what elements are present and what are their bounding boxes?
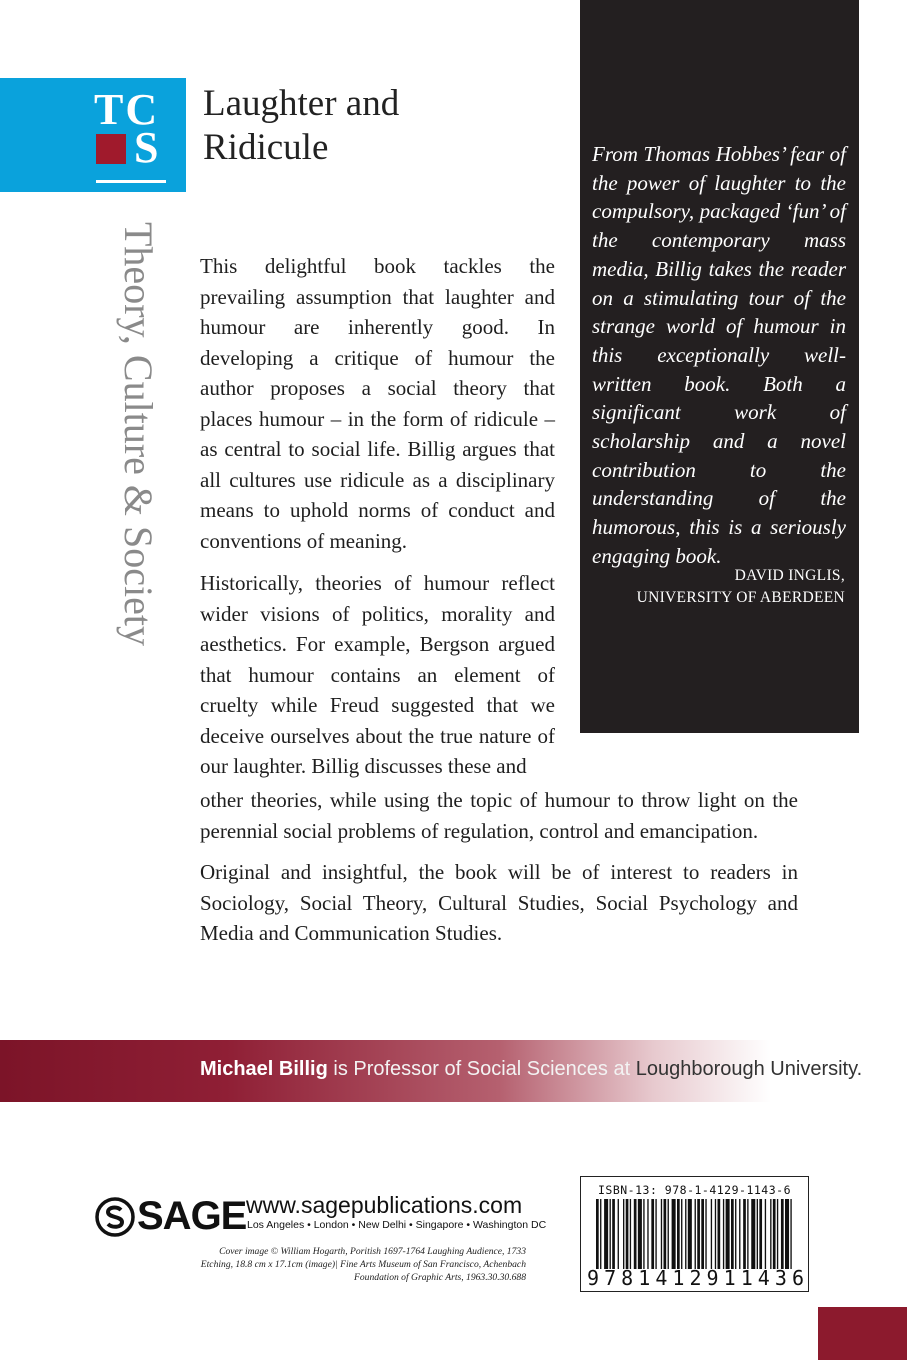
book-title-line1: Laughter and (203, 83, 400, 124)
barcode-bar (705, 1199, 706, 1269)
author-name: Michael Billig (200, 1058, 328, 1080)
sage-logo (95, 1194, 246, 1239)
barcode-bar (773, 1199, 776, 1269)
barcode-bar (735, 1199, 736, 1269)
barcode-bar (600, 1199, 601, 1269)
barcode-bar (661, 1199, 662, 1269)
barcode-bar (701, 1199, 704, 1269)
barcode-bar (777, 1199, 778, 1269)
barcode-bar (723, 1199, 724, 1269)
endorser-affiliation: UNIVERSITY OF ABERDEEN (636, 589, 845, 606)
isbn-digit: 4 (655, 1266, 668, 1290)
barcode-bar (612, 1199, 615, 1269)
barcode-bar (668, 1199, 669, 1269)
barcode-bar (785, 1199, 789, 1269)
barcode-bar (681, 1199, 682, 1269)
barcode-bar (739, 1199, 740, 1269)
isbn-digit: 1 (638, 1266, 651, 1290)
book-title (203, 82, 543, 170)
isbn-digit: 3 (774, 1266, 787, 1290)
logo-s-text: S (134, 123, 159, 172)
isbn-digit: 8 (621, 1266, 634, 1290)
tcs-logo (0, 78, 186, 192)
logo-red-square (96, 134, 126, 164)
publisher-cities: Los Angeles • London • New Delhi • Singapore • Washington DC (247, 1219, 547, 1231)
barcode-bar (618, 1199, 619, 1269)
barcode-bar (664, 1199, 667, 1269)
isbn-digit: 1 (672, 1266, 685, 1290)
description-paragraph-1: This delightful book tackles the prevailing assumption that laughter and humour are inherently good. In developing a critique of humour the author proposes a social theory that places humour – in the form of ridicule – as central to social life. Billig argues that all cultures use ridicule as a disciplinary means to uphold norms of conduct and conventions of meaning. (200, 254, 555, 553)
barcode-bar (677, 1199, 680, 1269)
barcode-bar (626, 1199, 629, 1269)
series-title: Theory, Culture & Society (116, 222, 161, 646)
barcode-bar (790, 1199, 791, 1269)
barcode-bar (610, 1199, 611, 1269)
barcode-bar (604, 1199, 608, 1269)
isbn-digit: 6 (791, 1266, 804, 1290)
barcode-bar (643, 1199, 644, 1269)
book-title-line2: Ridicule (203, 127, 329, 168)
corner-color-block (818, 1307, 907, 1360)
description-paragraph-3: Original and insightful, the book will be of interest to readers in Sociology, Social Theory, Cultural Studies, Social Psychology and Media and Communication Studies. (200, 860, 798, 945)
isbn-digit: 9 (587, 1266, 600, 1290)
barcode-bar (655, 1199, 656, 1269)
barcode-bar (623, 1199, 624, 1269)
barcode-bar (672, 1199, 676, 1269)
barcode-bar (651, 1199, 654, 1269)
barcode-bar (770, 1199, 771, 1269)
isbn-digit: 9 (706, 1266, 719, 1290)
barcode-bar (685, 1199, 686, 1269)
barcode-bar (781, 1199, 784, 1269)
barcode-bar (765, 1199, 766, 1269)
barcode-bar (711, 1199, 712, 1269)
author-bio-part1: is Professor of Social Sciences at (327, 1058, 636, 1080)
barcode-bar (630, 1199, 631, 1269)
author-bio (200, 1058, 862, 1081)
barcode-bar (715, 1199, 716, 1269)
isbn-label: ISBN-13: 978-1-4129-1143-6 (597, 1183, 791, 1197)
barcode (580, 1176, 809, 1292)
isbn-digit: 7 (604, 1266, 617, 1290)
barcode-bar (695, 1199, 696, 1269)
barcode-bar (647, 1199, 648, 1269)
barcode-bar (697, 1199, 700, 1269)
barcode-bar (757, 1199, 758, 1269)
isbn-digit: 4 (757, 1266, 770, 1290)
barcode-bar (743, 1199, 746, 1269)
sage-circle-icon (95, 1197, 135, 1237)
barcode-bars (588, 1199, 801, 1269)
endorsement-attribution (637, 565, 845, 609)
isbn-digits (587, 1266, 804, 1290)
endorsement-quote: From Thomas Hobbes’ fear of the power of laughter to the compulsory, packaged ‘fun’ of the contemporary mass media, Billig takes the reader on a stimulating tour of the strange world of humour in this exceptionally well-written book. Both a significant work of scholarship and a novel contribution to the understanding of the humorous, this is a seriously engaging book. (592, 142, 846, 568)
barcode-bar (634, 1199, 637, 1269)
isbn-digit: 1 (723, 1266, 736, 1290)
cover-image-credit: Cover image © William Hogarth, Poritish 1697-1764 Laughing Audience, 1733 Etching, 18.8 cm x 17.1cm (image)| Fine Arts Museum of San Francisco, Achenbach Foundation of Graphic Arts, 1963.30.30.688 (200, 1246, 526, 1283)
barcode-bar (688, 1199, 692, 1269)
logo-tc-text: TC (94, 85, 160, 134)
isbn-digit: 2 (689, 1266, 702, 1290)
description-paragraph-2-continued: other theories, while using the topic of humour to throw light on the perennial social problems of regulation, control and emancipation. (200, 788, 798, 843)
barcode-bar (747, 1199, 748, 1269)
barcode-bar (751, 1199, 755, 1269)
publisher-name: SAGE (137, 1194, 247, 1238)
description-paragraph-2: Historically, theories of humour reflect wider visions of politics, morality and aesthetics. For example, Bergson argued that humour contains an element of cruelty while Freud suggested that we deceive ourselves about the true nature of our laughter. Billig discusses these and (200, 571, 555, 778)
publisher-url[interactable]: www.sagepublications.com (246, 1192, 523, 1218)
endorsement-box (580, 0, 859, 733)
author-bio-part2: Loughborough University. (635, 1058, 863, 1080)
endorser-name: DAVID INGLIS, (734, 567, 845, 584)
barcode-bar (731, 1199, 734, 1269)
isbn-digit: 1 (740, 1266, 753, 1290)
barcode-bar (759, 1199, 762, 1269)
barcode-bar (638, 1199, 642, 1269)
barcode-bar (596, 1199, 599, 1269)
barcode-bar (718, 1199, 721, 1269)
logo-underline (96, 180, 166, 183)
barcode-bar (726, 1199, 730, 1269)
